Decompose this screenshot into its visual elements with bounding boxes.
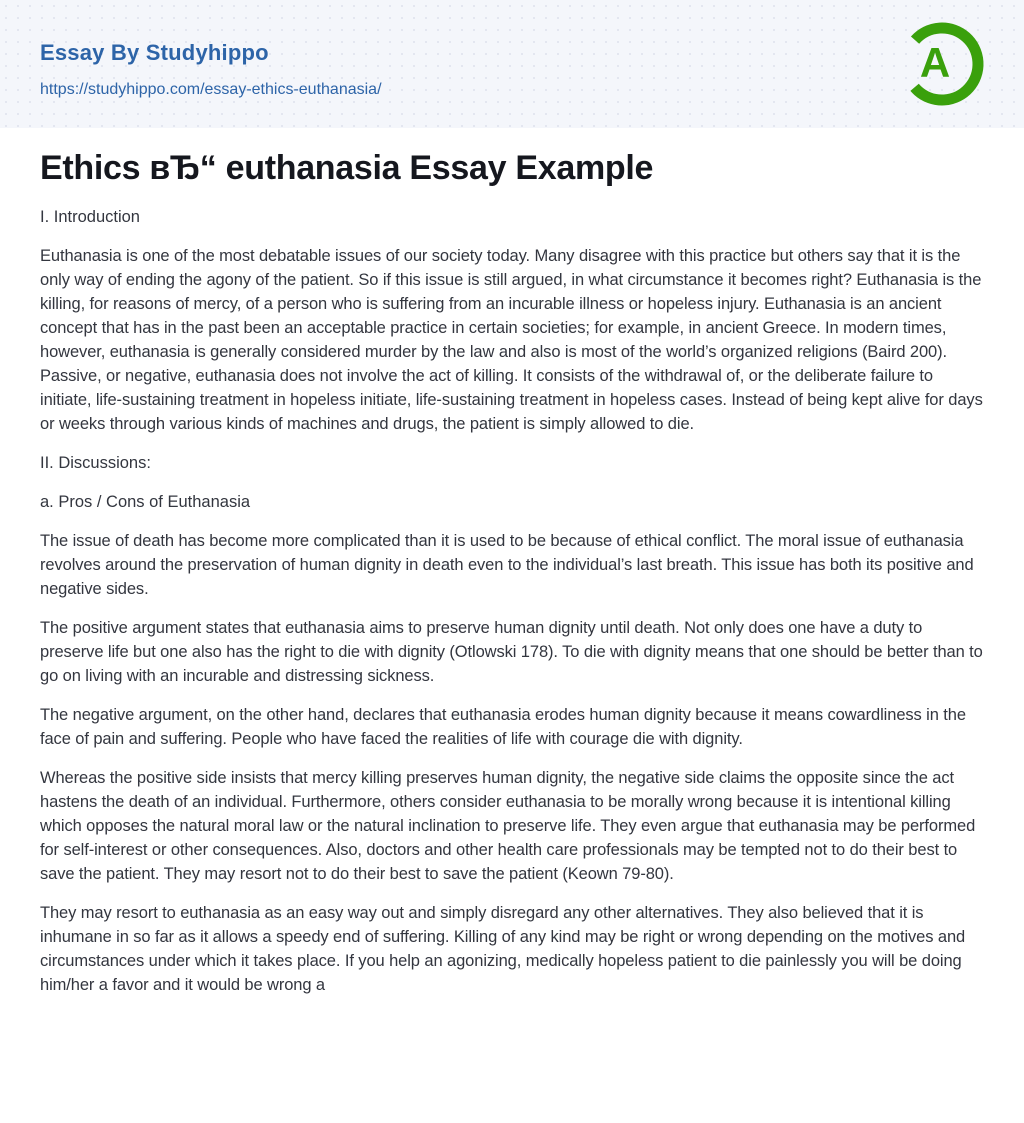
paragraph-positive-argument: The positive argument states that euthanasia aims to preserve human dignity until death. Not only does one have a duty to preserve life but one also has the right to die with dignity (Otlowski 178). To die with dignity means that one should be better than to go on living with an incurable and distressing sickness. [40, 619, 983, 685]
paragraph-whereas-positive-side: Whereas the positive side insists that mercy killing preserves human dignity, the negative side claims the opposite since the act hastens the death of an individual. Furthermore, others consider euthanasia to be morally wrong because it is intentional killing which opposes the natural moral law or the natural inclination to preserve life. They even argue that euthanasia may be performed for self-interest or other consequences. Also, doctors and other health care professionals may be tempted not to do their best to save the patient. They may resort not to do their best to save the patient (Keown 79-80). [40, 769, 976, 883]
article-body [0, 128, 1024, 997]
source-url-link[interactable]: https://studyhippo.com/essay-ethics-euthanasia/ [40, 81, 382, 98]
studyhippo-logo [898, 20, 986, 108]
article-title: Ethics вЂ“ euthanasia Essay Example [40, 149, 654, 187]
site-title: Essay By Studyhippo [40, 40, 269, 65]
section-label-introduction: I. Introduction [40, 208, 140, 226]
paragraph-issue-of-death: The issue of death has become more complicated than it is used to be because of ethical conflict. The moral issue of euthanasia revolves around the preservation of human dignity in death even to the individual’s last breath. This issue has both its positive and negative sides. [40, 532, 974, 598]
logo-arc-icon [898, 20, 986, 108]
section-label-discussions: II. Discussions: [40, 454, 151, 472]
section-label-pros-cons: a. Pros / Cons of Euthanasia [40, 493, 251, 511]
paragraph-introduction: Euthanasia is one of the most debatable issues of our society today. Many disagree with this practice but others say that it is the only way of ending the agony of the patient. So if this issue is still argued, in what circumstance it becomes right? Euthanasia is the killing, for reasons of mercy, of a person who is suffering from an incurable illness or hopeless injury. Euthanasia is an ancient concept that has in the past been an acceptable practice in certain societies; for example, in ancient Greece. In modern times, however, euthanasia is generally considered murder by the law and also is most of the world’s organized religions (Baird 200). Passive, or negative, euthanasia does not involve the act of killing. It consists of the withdrawal of, or the deliberate failure to initiate, life-sustaining treatment in hopeless initiate, life-sustaining treatment in hopeless cases. Instead of being kept alive for days or weeks through various kinds of machines and drugs, the patient is simply allowed to die. [40, 247, 983, 433]
paragraph-negative-argument: The negative argument, on the other hand, declares that euthanasia erodes human dignity because it means cowardliness in the face of pain and suffering. People who have faced the realities of life with courage die with dignity. [40, 706, 966, 748]
logo-letter: A [919, 39, 951, 86]
page-header [0, 0, 1024, 128]
paragraph-easy-way-out: They may resort to euthanasia as an easy way out and simply disregard any other alternatives. They also believed that it is inhumane in so far as it allows a speedy end of suffering. Killing of any kind may be right or wrong depending on the motives and circumstances under which it takes place. If you help an agonizing, medically hopeless patient to die painlessly you will be doing him/her a favor and it would be wrong a [40, 904, 966, 994]
